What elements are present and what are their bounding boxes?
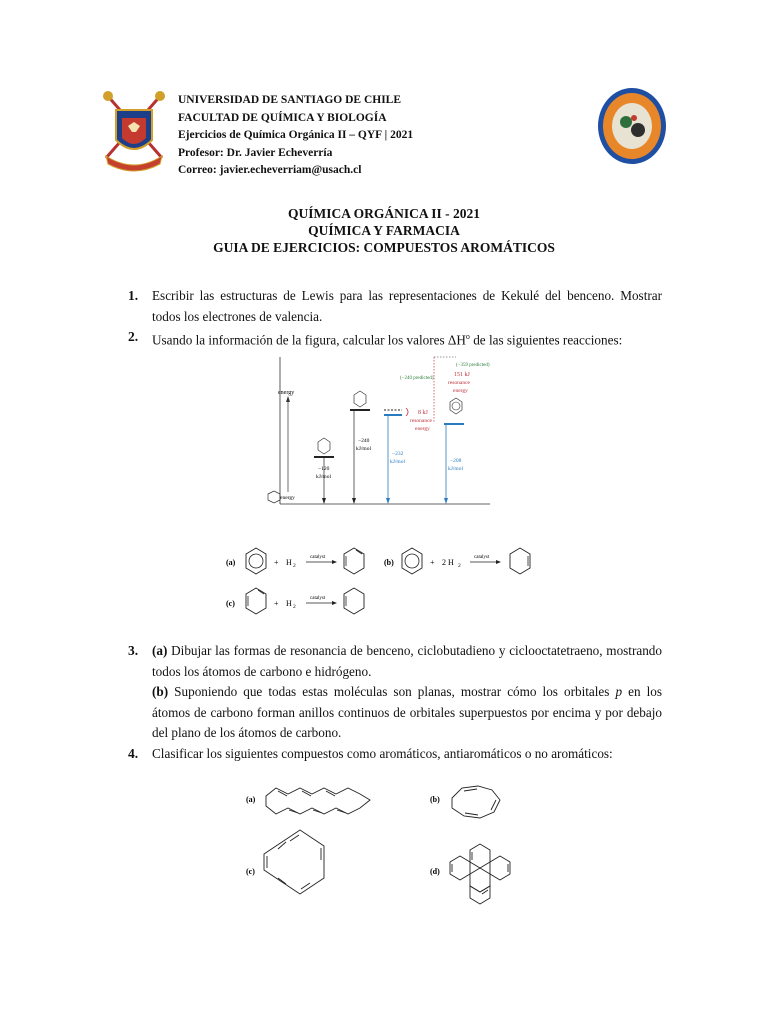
predicted-label-1: (−240 predicted) bbox=[400, 376, 434, 381]
title-line-3: GUIA DE EJERCICIOS: COMPUESTOS AROMÁTICOS bbox=[213, 240, 555, 255]
question-2-number: 2. bbox=[128, 329, 139, 344]
energy-diagram bbox=[250, 352, 512, 520]
question-3-number: 3. bbox=[128, 643, 139, 658]
resonance-1-value: 8 kJ bbox=[418, 410, 428, 416]
catalyst-b: catalyst bbox=[474, 555, 490, 560]
energy-unit-1: kJ/mol bbox=[316, 474, 331, 480]
compound-b-label: (b) bbox=[430, 795, 440, 804]
question-2-text: Usando la información de la figura, calcular los valores $\Delta H^o$ de las siguientes reacciones: bbox=[152, 332, 623, 348]
reaction-a-label: (a) bbox=[226, 558, 236, 567]
energy-unit-2: kJ/mol bbox=[356, 446, 371, 452]
question-1-number: 1. bbox=[128, 288, 139, 303]
compound-a-structure bbox=[266, 788, 370, 814]
compounds-figure bbox=[240, 780, 540, 926]
compound-c-structure bbox=[264, 830, 324, 894]
faculty-name: FACULTAD DE QUÍMICA Y BIOLOGÍA bbox=[178, 111, 387, 124]
energy-base-label: energy bbox=[280, 495, 295, 501]
h2-a: H bbox=[286, 558, 292, 567]
benzene-structure bbox=[246, 548, 266, 574]
question-4-number: 4. bbox=[128, 746, 139, 761]
resonance-2-value: 151 kJ bbox=[454, 372, 470, 378]
university-logo bbox=[100, 88, 168, 176]
compound-c-label: (c) bbox=[246, 867, 255, 876]
resonance-1-label: resonance bbox=[410, 418, 432, 424]
energy-unit-3: kJ/mol bbox=[390, 459, 405, 465]
compound-d-label: (d) bbox=[430, 867, 440, 876]
document-title bbox=[0, 205, 768, 256]
title-line-2: QUÍMICA Y FARMACIA bbox=[308, 223, 460, 238]
plus-sign-c: + bbox=[274, 599, 279, 608]
energy-value-1: −120 bbox=[318, 466, 330, 472]
h2-c: H bbox=[286, 599, 292, 608]
reaction-b-label: (b) bbox=[384, 558, 394, 567]
resonance-2-energy: energy bbox=[453, 388, 468, 394]
university-name: UNIVERSIDAD DE SANTIAGO DE CHILE bbox=[178, 94, 402, 106]
question-4-text: Clasificar los siguientes compuestos como aromáticos, antiaromáticos o no aromáticos: bbox=[152, 746, 613, 761]
predicted-label-2: (−359 predicted) bbox=[456, 363, 490, 368]
question-3b-text: (b) Suponiendo que todas estas moléculas son planas, mostrar cómo los orbitales p en los átomos de carbono forman anillos continuos de orbitales superpuestos por encima y por debajo del plano de los átomos de carbono. bbox=[152, 684, 662, 740]
plus-sign-b: + bbox=[430, 558, 435, 567]
catalyst-a: catalyst bbox=[310, 555, 326, 560]
compound-a-label: (a) bbox=[246, 795, 256, 804]
question-1-text: Escribir las estructuras de Lewis para las representaciones de Kekulé del benceno. Mostrar todos los electrones de valencia. bbox=[152, 288, 662, 324]
h2-b: 2 H bbox=[442, 558, 454, 567]
faculty-logo bbox=[596, 86, 668, 166]
plus-sign-a: + bbox=[274, 558, 279, 567]
energy-value-4: −208 bbox=[450, 458, 462, 464]
compound-b-structure bbox=[452, 786, 500, 818]
energy-value-3: −232 bbox=[392, 451, 404, 457]
resonance-1-energy: energy bbox=[415, 426, 430, 432]
resonance-2-label: resonance bbox=[448, 380, 470, 386]
compound-d-structure bbox=[450, 844, 510, 904]
svg-text:2: 2 bbox=[458, 563, 461, 569]
course-name: Ejercicios de Química Orgánica II – QYF | 2021 bbox=[178, 129, 414, 141]
svg-text:2: 2 bbox=[293, 604, 296, 610]
question-3a-text: (a) Dibujar las formas de resonancia de benceno, ciclobutadieno y ciclooctatetraeno, mostrando todos los átomos de carbono e hidrógeno. bbox=[152, 643, 662, 679]
energy-value-2: −240 bbox=[358, 438, 370, 444]
header-block bbox=[178, 92, 413, 180]
energy-axis-label: energy bbox=[278, 390, 295, 396]
energy-unit-4: kJ/mol bbox=[448, 466, 463, 472]
reaction-c-label: (c) bbox=[226, 599, 235, 608]
svg-text:2: 2 bbox=[293, 563, 296, 569]
professor-name: Profesor: Dr. Javier Echeverría bbox=[178, 146, 333, 159]
reactions-figure bbox=[222, 538, 562, 622]
catalyst-c: catalyst bbox=[310, 596, 326, 601]
email-line: Correo: javier.echeverriam@usach.cl bbox=[178, 164, 362, 176]
title-line-1: QUÍMICA ORGÁNICA II - 2021 bbox=[287, 206, 480, 221]
